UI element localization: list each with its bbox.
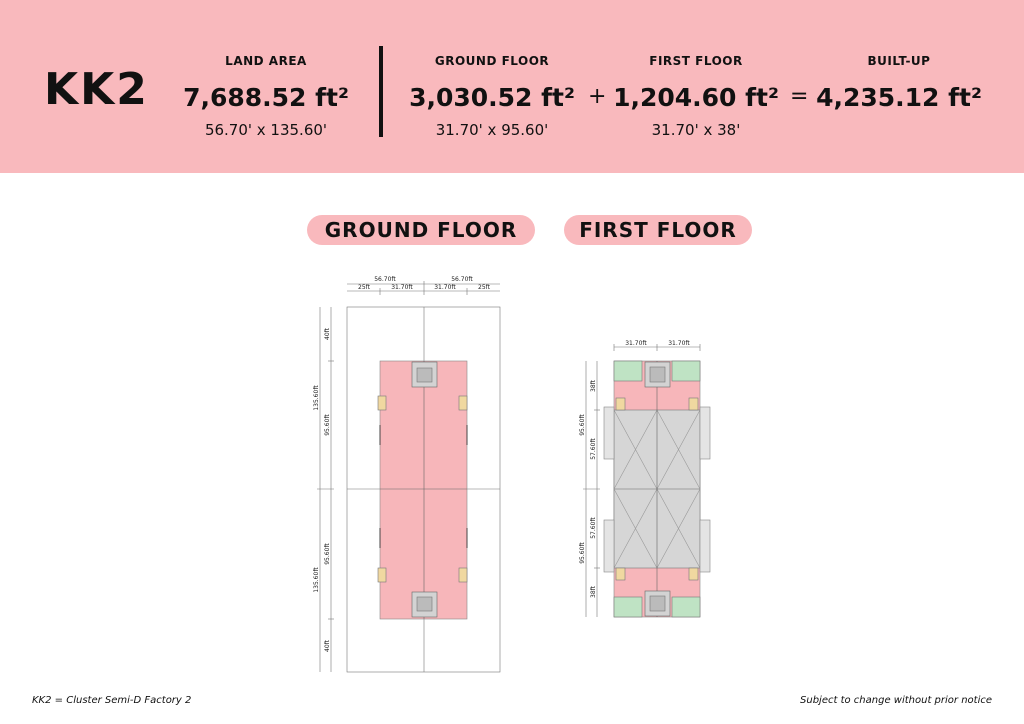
- first-floor-value: 1,204.60 ft²: [613, 83, 779, 112]
- ramp: [700, 407, 710, 459]
- land-area-value: 7,688.52 ft²: [183, 83, 349, 112]
- first-floor-plan: [583, 344, 710, 617]
- first-floor-label: FIRST FLOOR: [649, 54, 743, 68]
- ground-floor-dims: 31.70' x 95.60': [435, 121, 549, 139]
- dim-label: 38ft: [590, 586, 597, 598]
- toilet: [459, 568, 467, 582]
- land-area-dims: 56.70' x 135.60': [204, 121, 328, 139]
- dim-label: 95.60ft: [324, 414, 331, 436]
- ramp: [604, 407, 614, 459]
- dim-label: 31.70ft: [668, 340, 690, 347]
- first-floor-dims: 31.70' x 38': [651, 121, 741, 139]
- dim-label: 40ft: [324, 328, 331, 340]
- dim-label: 31.70ft: [625, 340, 647, 347]
- toilet: [378, 396, 386, 410]
- balcony: [614, 597, 642, 617]
- ground-floor-area: [380, 361, 467, 619]
- plus-sign: +: [588, 84, 607, 109]
- ground-floor-label: GROUND FLOOR: [434, 54, 550, 68]
- dim-label: 57.60ft: [590, 438, 597, 460]
- balcony: [672, 597, 700, 617]
- dim-label: 95.60ft: [579, 414, 586, 436]
- built-up-value: 4,235.12 ft²: [816, 83, 982, 112]
- dim-label: 95.60ft: [324, 543, 331, 565]
- toilet: [616, 398, 625, 410]
- toilet: [616, 568, 625, 580]
- dim-label: 95.60ft: [579, 542, 586, 564]
- footer-disclaimer: Subject to change without prior notice: [800, 695, 992, 706]
- ramp: [700, 520, 710, 572]
- toilet: [689, 398, 698, 410]
- balcony: [614, 361, 642, 381]
- ramp: [604, 520, 614, 572]
- built-up-label: BUILT-UP: [867, 54, 931, 68]
- dim-label: 25ft: [478, 284, 490, 291]
- unit-code: KK2: [44, 64, 149, 115]
- equals-sign: =: [790, 84, 809, 109]
- ground-floor-title: GROUND FLOOR: [307, 215, 535, 245]
- dim-label: 25ft: [358, 284, 370, 291]
- dim-label: 38ft: [590, 380, 597, 392]
- dim-label: 40ft: [324, 640, 331, 652]
- dim-label: 56.70ft: [451, 276, 473, 283]
- dim-label: 31.70ft: [434, 284, 456, 291]
- toilet: [689, 568, 698, 580]
- ground-floor-value: 3,030.52 ft²: [409, 83, 575, 112]
- land-area-label: LAND AREA: [225, 54, 307, 68]
- footer-legend: KK2 = Cluster Semi-D Factory 2: [32, 695, 192, 706]
- dim-label: 31.70ft: [391, 284, 413, 291]
- dim-label: 135.60ft: [313, 567, 320, 593]
- first-floor-title: FIRST FLOOR: [564, 215, 752, 245]
- toilet: [459, 396, 467, 410]
- toilet: [378, 568, 386, 582]
- ground-floor-plan: [317, 281, 500, 672]
- dim-label: 135.60ft: [313, 385, 320, 411]
- dim-label: 57.60ft: [590, 517, 597, 539]
- balcony: [672, 361, 700, 381]
- dim-label: 56.70ft: [374, 276, 396, 283]
